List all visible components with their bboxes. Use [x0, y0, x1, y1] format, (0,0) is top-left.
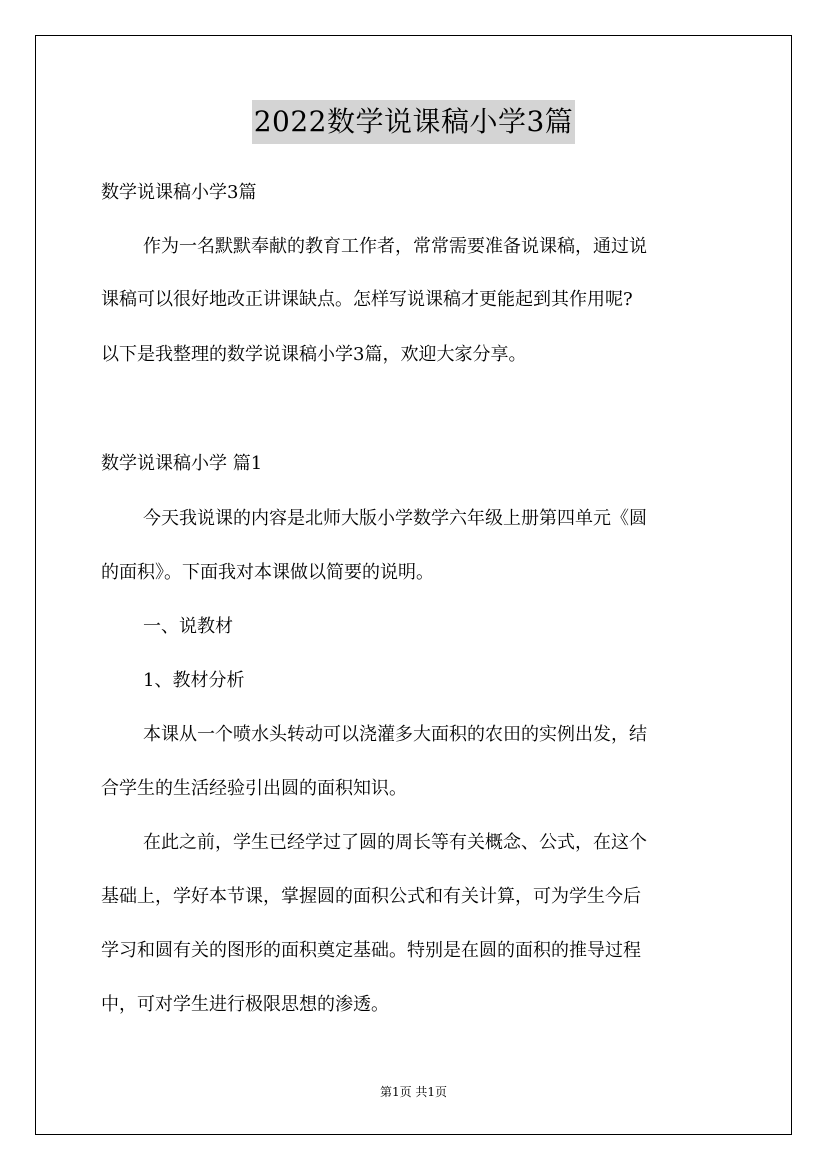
- subtitle-line: 数学说课稿小学3篇: [101, 182, 257, 203]
- paragraph-line: 基础上，学好本节课，掌握圆的面积公式和有关计算，可为学生今后: [101, 886, 641, 907]
- outline-heading: 一、说教材: [143, 616, 233, 637]
- paragraph-line: 在此之前，学生已经学过了圆的周长等有关概念、公式，在这个: [143, 832, 647, 853]
- document-title: 2022数学说课稿小学3篇: [252, 100, 576, 144]
- paragraph-line: 本课从一个喷水头转动可以浇灌多大面积的农田的实例出发，结: [143, 724, 647, 745]
- section-heading: 数学说课稿小学 篇1: [101, 453, 263, 474]
- paragraph-line: 作为一名默默奉献的教育工作者，常常需要准备说课稿，通过说: [143, 236, 647, 257]
- outline-heading: 1、教材分析: [143, 670, 245, 691]
- paragraph-line: 中，可对学生进行极限思想的渗透。: [101, 994, 389, 1015]
- page-footer: 第1页 共1页: [379, 1085, 448, 1099]
- paragraph-line: 课稿可以很好地改正讲课缺点。怎样写说课稿才更能起到其作用呢?: [101, 289, 633, 310]
- paragraph-line: 今天我说课的内容是北师大版小学数学六年级上册第四单元《圆: [143, 508, 647, 529]
- paragraph-line: 的面积》。下面我对本课做以简要的说明。: [101, 562, 434, 583]
- paragraph-line: 合学生的生活经验引出圆的面积知识。: [101, 778, 407, 799]
- paragraph-line: 学习和圆有关的图形的面积奠定基础。特别是在圆的面积的推导过程: [101, 940, 641, 961]
- title-container: [0, 100, 827, 144]
- paragraph-line: 以下是我整理的数学说课稿小学3篇，欢迎大家分享。: [101, 344, 527, 365]
